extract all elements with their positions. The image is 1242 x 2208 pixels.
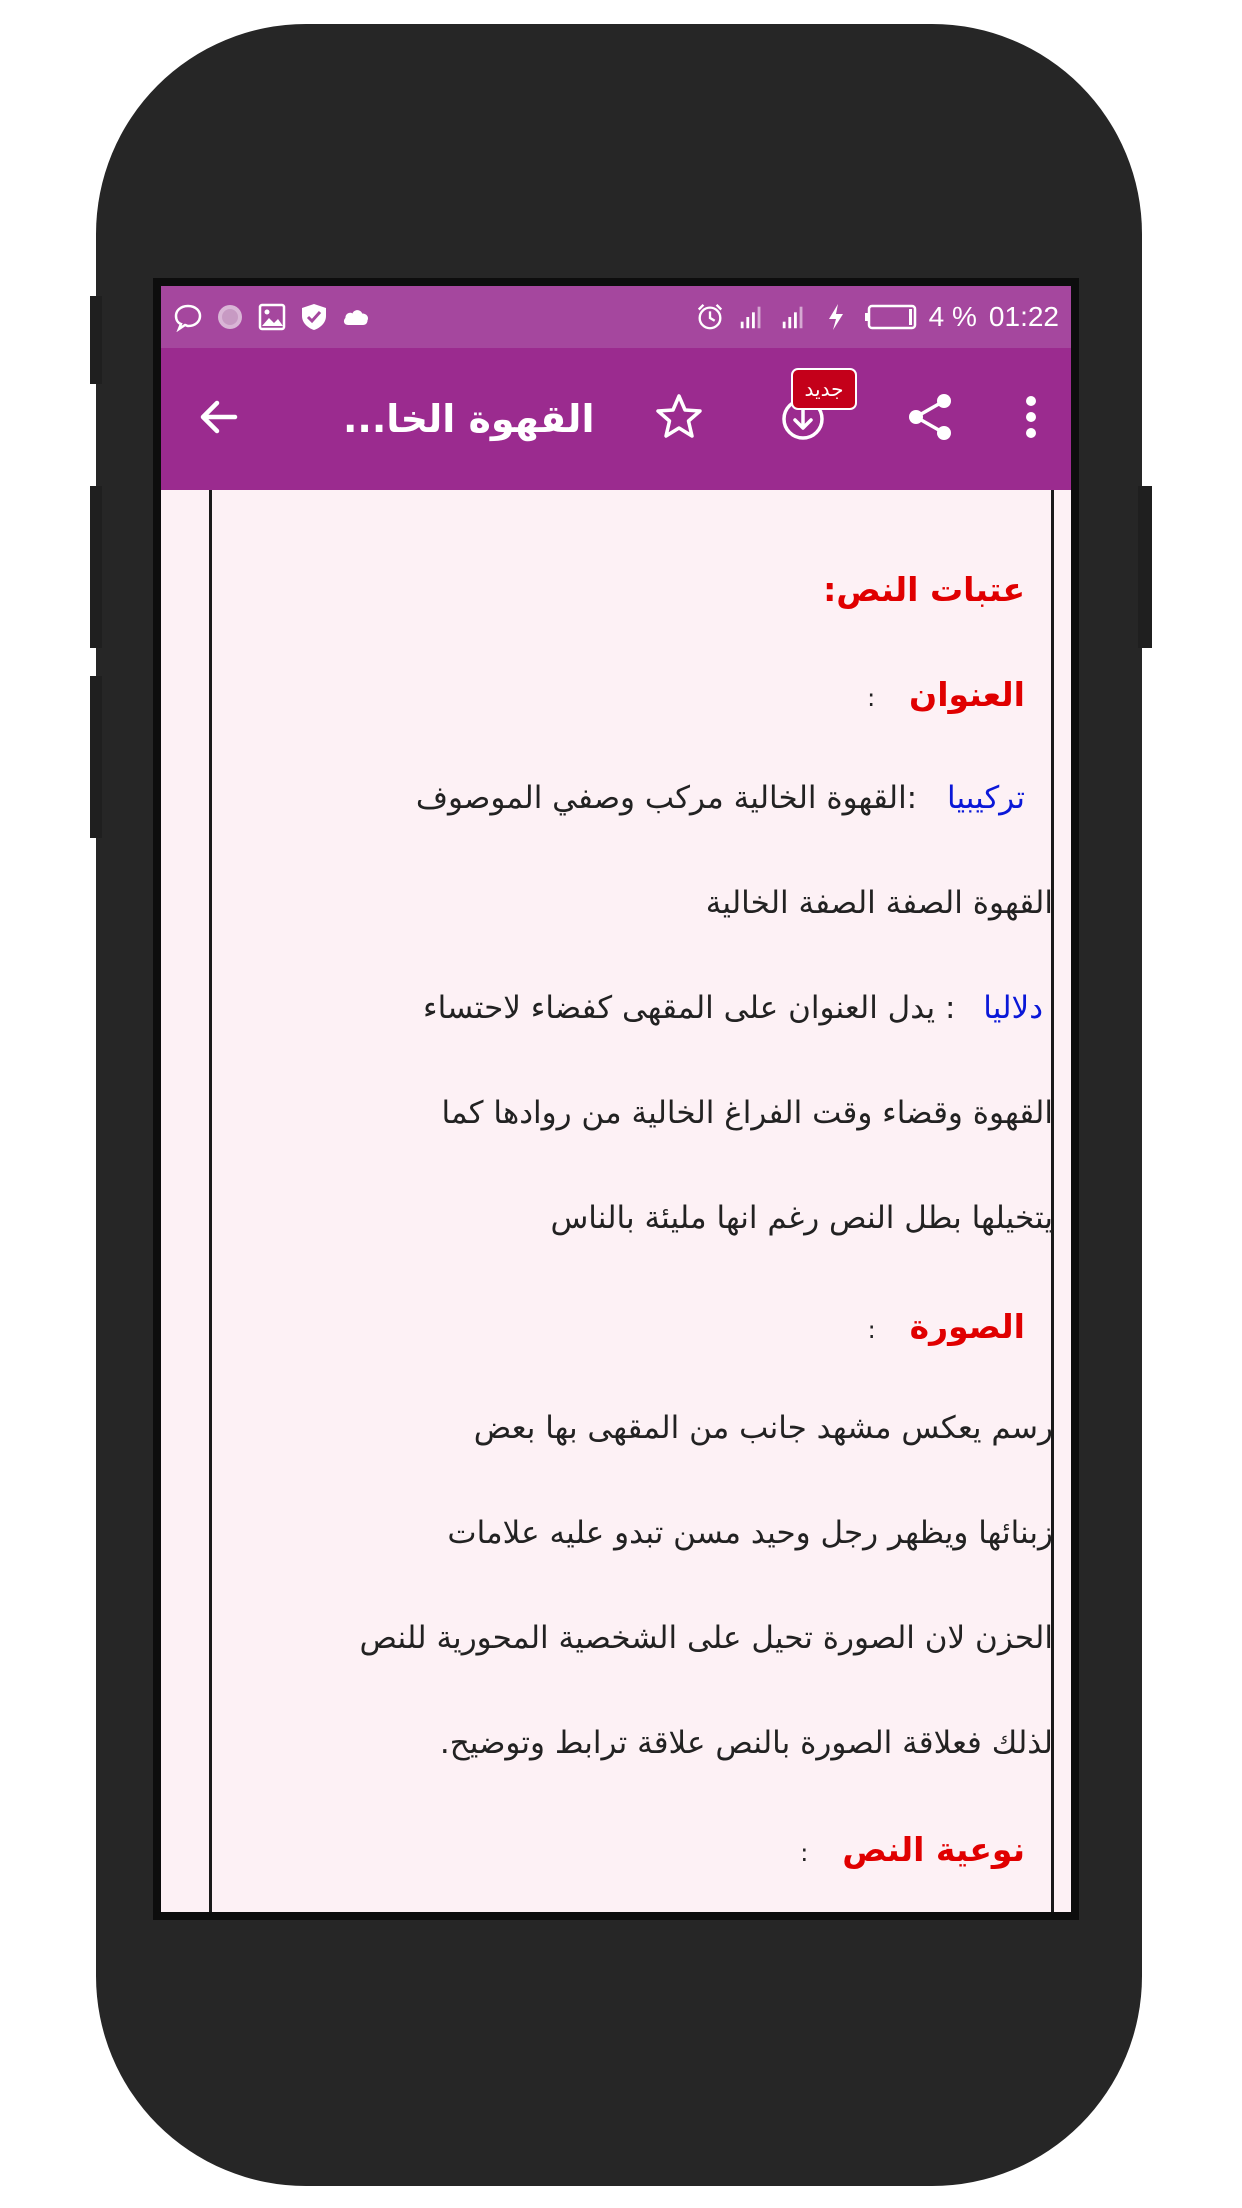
border-line-left [209, 490, 212, 1912]
paragraph-line: القهوة الصفة الصفة الخالية [705, 885, 1053, 921]
label-structurally: تركيبيا [947, 780, 1025, 816]
paragraph-line: الحزن لان الصورة تحيل على الشخصية المحورية للنص [359, 1620, 1053, 1656]
alarm-icon [695, 302, 725, 332]
chat-bubble-icon [173, 302, 203, 332]
paragraph-line: يتخيلها بطل النص رغم انها مليئة بالناس [550, 1200, 1053, 1236]
volume-button [90, 296, 102, 384]
paragraph-line: لذلك فعلاقة الصورة بالنص علاقة ترابط وتوضيح. [439, 1725, 1053, 1761]
battery-icon [863, 302, 917, 332]
battery-percent: 4 % [928, 301, 977, 332]
app-bar-title: القهوة الخا... [343, 397, 595, 441]
back-arrow-icon [195, 393, 243, 445]
signal-icon [737, 302, 767, 332]
more-options-button[interactable] [1001, 348, 1061, 490]
label-semantically: دلاليا [983, 990, 1043, 1026]
heading-image-colon: : [867, 1316, 876, 1344]
heading-title: العنوان [909, 675, 1025, 714]
share-button[interactable] [885, 348, 975, 490]
power-button [1138, 486, 1152, 648]
phone-screen [153, 278, 1079, 1920]
paragraph-line: القهوة وقضاء وقت الفراغ الخالية من روادها كما [441, 1095, 1053, 1131]
star-icon [653, 391, 705, 447]
volume-button [90, 676, 102, 838]
circle-notification-icon [215, 302, 245, 332]
volume-button [90, 486, 102, 648]
clock: 01:22 [988, 301, 1059, 332]
paragraph-line [423, 990, 1043, 1026]
cloud-icon [341, 302, 371, 332]
signal-icon [779, 302, 809, 332]
heading-text-type-row [800, 1830, 1025, 1869]
paragraph-line-text: : يدل العنوان على المقهى كفضاء لاحتساء [423, 990, 956, 1026]
image-icon [257, 302, 287, 332]
heading-image: الصورة [909, 1307, 1025, 1346]
article-content[interactable] [161, 490, 1071, 1912]
paragraph-line [416, 780, 1025, 816]
heading-title-colon: : [867, 684, 876, 712]
heading-text-type-colon: : [800, 1839, 809, 1867]
paragraph-line: رسم يعكس مشهد جانب من المقهى بها بعض [473, 1410, 1053, 1446]
heading-title-row [867, 675, 1025, 714]
heading-text-type: نوعية النص [842, 1830, 1025, 1869]
status-bar [161, 286, 1071, 348]
heading-text-thresholds: عتبات النص: [823, 570, 1025, 609]
charging-bolt-icon [821, 302, 851, 332]
share-icon [904, 391, 956, 447]
paragraph-line-text: :القهوة الخالية مركب وصفي الموصوف [415, 780, 918, 816]
back-button[interactable] [179, 348, 259, 490]
app-bar [161, 348, 1071, 490]
more-vert-icon [1023, 393, 1039, 445]
shield-check-icon [299, 302, 329, 332]
paragraph-line: زبنائها ويظهر رجل وحيد مسن تبدو عليه علامات [447, 1515, 1053, 1551]
heading-image-row [868, 1307, 1025, 1346]
favorite-button[interactable] [639, 348, 719, 490]
new-badge: جديد [791, 368, 857, 410]
